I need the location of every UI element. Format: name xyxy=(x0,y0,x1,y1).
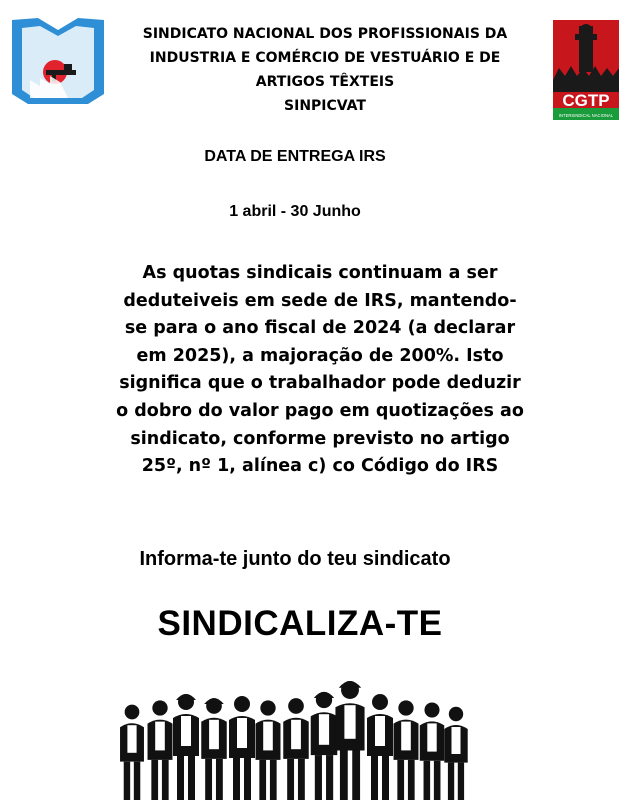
body-line: 25º, nº 1, alínea c) co Código do IRS xyxy=(141,456,499,477)
worker-figure xyxy=(444,707,467,800)
body-line: se para o ano fiscal de 2024 (a declarar xyxy=(124,318,516,339)
date-title: DATA DE ENTREGA IRS xyxy=(204,148,386,165)
body-line: significa que o trabalhador pode deduzir xyxy=(119,373,521,394)
worker-figure xyxy=(148,700,173,800)
worker-figure xyxy=(120,705,144,800)
body-line: sindicato, conforme previsto no artigo xyxy=(130,428,510,449)
body-line: o dobro do valor pago em quotizações ao xyxy=(116,400,524,421)
info-text: Informa-te junto do teu sindicato xyxy=(139,548,451,570)
cgtp-subtext: INTERSINDICAL NACIONAL xyxy=(558,113,614,118)
workers-group-icon xyxy=(110,678,470,800)
worker-figure xyxy=(394,700,419,800)
worker-figure xyxy=(201,698,226,800)
body-line: deduteiveis em sede de IRS, mantendo- xyxy=(123,290,517,311)
body-paragraph xyxy=(60,260,580,481)
header-line: SINPICVAT xyxy=(284,98,366,114)
header-line: SINDICATO NACIONAL DOS PROFISSIONAIS DA xyxy=(142,26,508,42)
worker-figure xyxy=(256,700,281,800)
body-line: em 2025), a majoração de 200%. Isto xyxy=(136,345,504,366)
body-line: As quotas sindicais continuam a ser xyxy=(142,263,498,283)
header-line: ARTIGOS TÊXTEIS xyxy=(255,74,395,90)
slogan: SINDICALIZA-TE xyxy=(157,604,443,643)
cgtp-logo xyxy=(553,20,619,120)
worker-figure xyxy=(173,694,199,800)
worker-figure xyxy=(311,692,338,800)
worker-figure xyxy=(367,694,393,800)
sinpicvat-logo xyxy=(8,14,108,106)
union-header xyxy=(115,22,535,118)
date-range: 1 abril - 30 Junho xyxy=(229,203,361,220)
worker-figure xyxy=(283,698,308,800)
worker-figure xyxy=(229,696,255,800)
worker-figure xyxy=(420,702,444,800)
worker-figure xyxy=(335,681,364,800)
header-line: INDUSTRIA E COMÉRCIO DE VESTUÁRIO E DE xyxy=(149,50,501,66)
cgtp-text: CGTP xyxy=(562,91,610,110)
